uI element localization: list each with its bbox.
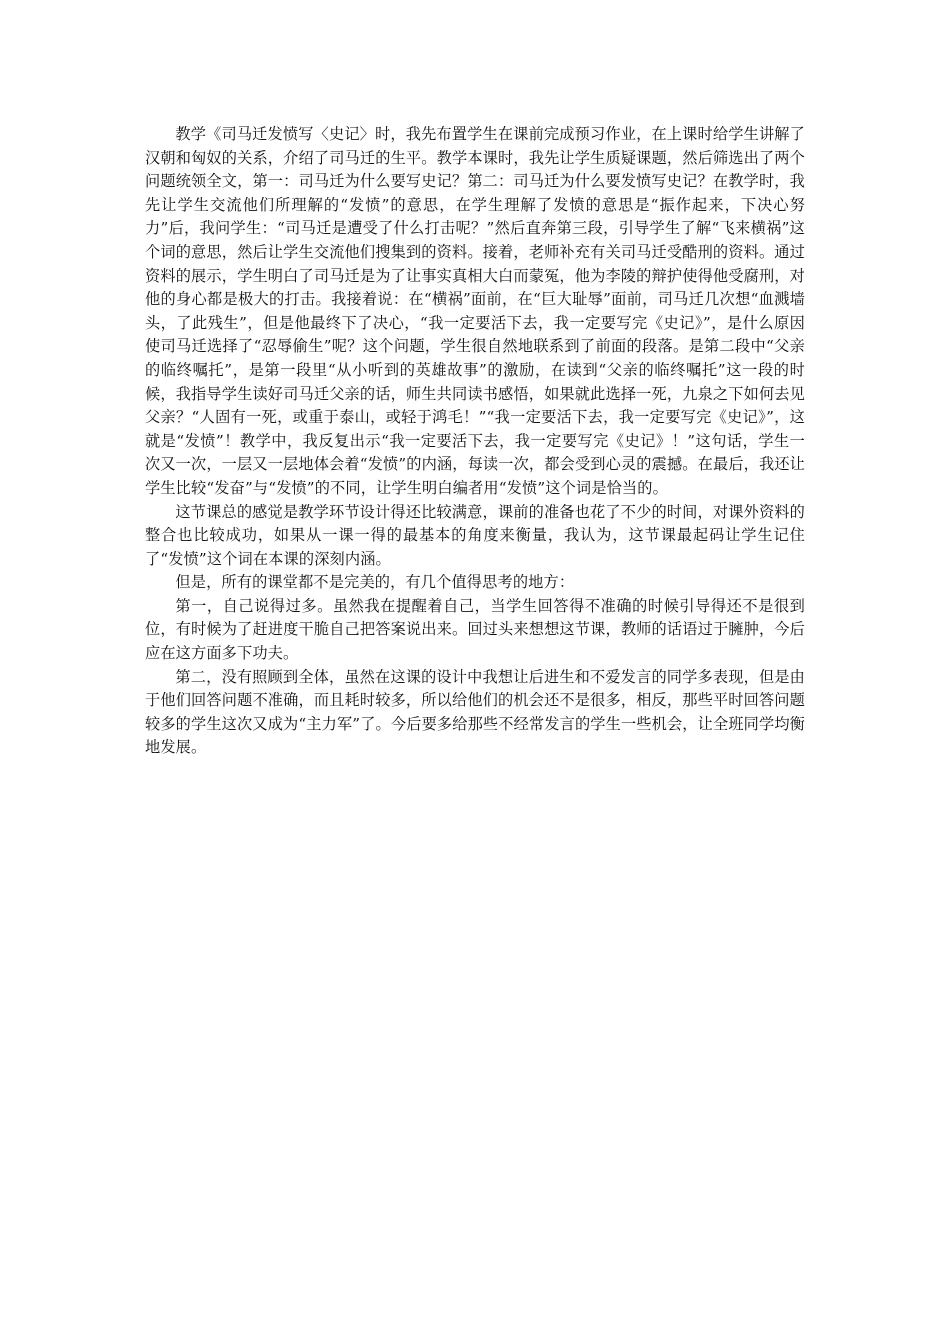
paragraph-reflection-first: 第一，自己说得过多。虽然我在提醒着自己，当学生回答得不准确的时候引导得还不是很到位，有时候为了赶进度干脆自己把答案说出来。回过头来想想这节课，教师的话语过于臃肿，今后应在这方面多下功夫。 [145,596,805,663]
paragraph-reflection-intro: 但是，所有的课堂都不是完美的，有几个值得思考的地方： [175,573,575,592]
paragraph-overall-feeling: 这节课总的感觉是教学环节设计得还比较满意，课前的准备也花了不少的时间，对课外资料的整合也比较成功，如果从一课一得的最基本的角度来衡量，我认为，这节课最起码让学生记住了“发愤”这个词在本课的深刻内涵。 [145,502,805,568]
paragraph-teaching-process: 教学《司马迁发愤写〈史记〉时，我先布置学生在课前完成预习作业，在上课时给学生讲解了汉朝和匈奴的关系，介绍了司马迁的生平。教学本课时，我先让学生质疑课题，然后筛选出了两个问题统领全文，第一：司马迁为什么要写史记？第二：司马迁为什么要发愤写史记？在教学时，我先让学生交流他们所理解的“发愤”的意思，在学生理解了发愤的意思是“振作起来，下决心努力”后，我问学生：“司马迁是遭受了什么打击呢？”然后直奔第三段，引导学生了解“飞来横祸”这个词的意思，然后让学生交流他们搜集到的资料。接着，老师补充有关司马迁受酷刑的资料。通过资料的展示，学生明白了司马迁是为了让事实真相大白而蒙冤，他为李陵的辩护使得他受腐刑，对他的身心都是极大的打击。我接着说：在“横祸”面前，在“巨大耻辱”面前，司马迁几次想“血溅墙头，了此残生”，但是他最终下了决心，“我一定要活下去，我一定要写完《史记》”，是什么原因使司马迁选择了“忍辱偷生”呢？这个问题，学生很自然地联系到了前面的段落。是第二段中“父亲的临终嘱托”，是第一段里“从小听到的英雄故事”的激励，在读到“父亲的临终嘱托”这一段的时候，我指导学生读好司马迁父亲的话，师生共同读书感悟，如果就此选择一死，九泉之下如何去见父亲？“人固有一死，或重于泰山，或轻于鸿毛！”“我一定要活下去，我一定要写完《史记》”，这就是“发愤”！教学中，我反复出示“我一定要活下去，我一定要写完《史记》！”这句话，学生一次又一次，一层又一层地体会着“发愤”的内涵，每读一次，都会受到心灵的震撼。在最后，我还让学生比较“发奋”与“发愤”的不同，让学生明白编者用“发愤”这个词是恰当的。 [145,125,806,497]
document-body [145,123,805,760]
paragraph-reflection-second: 第二，没有照顾到全体，虽然在这课的设计中我想让后进生和不爱发言的同学多表现，但是由于他们回答问题不准确，而且耗时较多，所以给他们的机会还不是很多，相反，那些平时回答问题较多的学生这次又成为“主力军”了。今后要多给那些不经常发言的学生一些机会，让全班同学均衡地发展。 [145,667,806,757]
